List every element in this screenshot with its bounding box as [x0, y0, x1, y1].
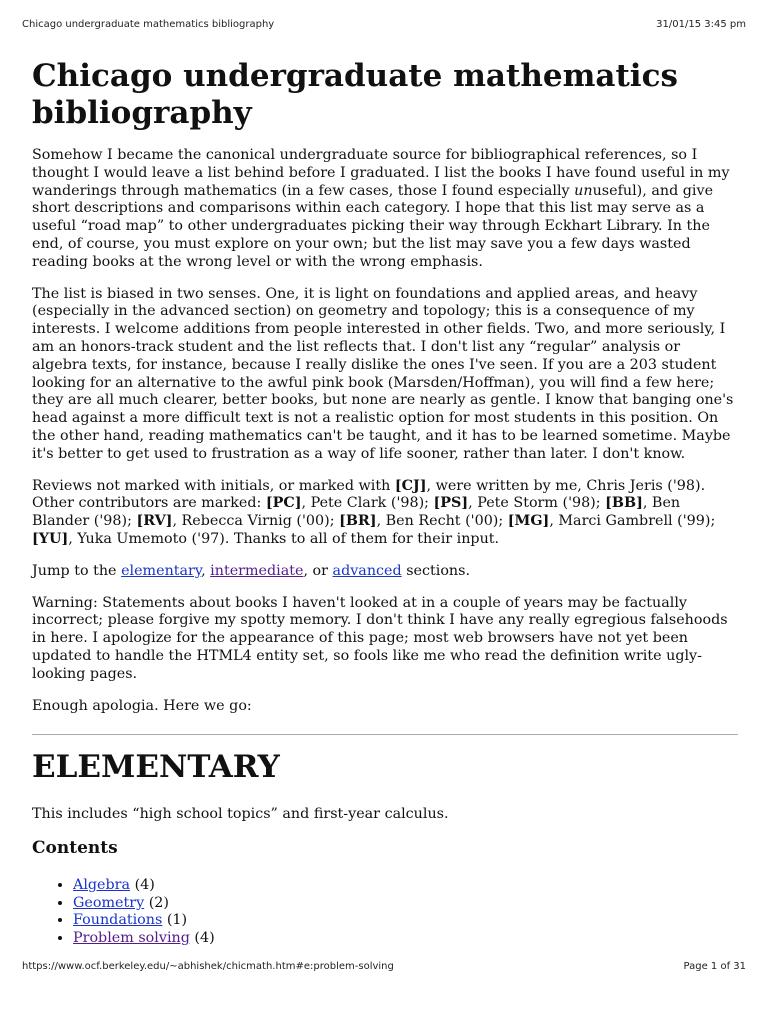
reviews-text: , were written by me, Chris Jeris ('98). Other contributors are marked: — [32, 477, 706, 512]
print-footer-page-number: Page 1 of 31 — [683, 961, 746, 972]
contents-list — [32, 877, 738, 947]
reviews-text: , Yuka Umemoto ('97). Thanks to all of them for their input. — [68, 530, 500, 547]
elementary-link[interactable]: elementary — [121, 562, 202, 579]
intro-p1-emphasis: un — [574, 182, 593, 199]
jump-paragraph — [32, 563, 738, 581]
warning-paragraph: Warning: Statements about books I haven't looked at in a couple of years may be factually incorrect; please forgive my spotty memory. I don't think I have any really egregious falsehoods in here. I apologize for the appearance of this page; most web browsers have not yet been updated to handle the HTML4 entity set, so fools like me who read the definition write ugly-looking pages. — [32, 594, 728, 682]
list-item — [73, 877, 738, 895]
reviews-text: , Marci Gambrell ('99); — [549, 513, 716, 530]
elementary-heading: ELEMENTARY — [32, 749, 280, 786]
intermediate-link[interactable]: intermediate — [210, 562, 304, 579]
advanced-link[interactable]: advanced — [332, 562, 402, 579]
contributor-tag-rv: [RV] — [136, 513, 173, 530]
jump-text: sections. — [401, 562, 471, 579]
print-header — [22, 19, 746, 30]
list-item — [73, 895, 738, 913]
contents-link-geometry[interactable]: Geometry — [73, 894, 145, 911]
item-count: (2) — [144, 894, 169, 911]
list-item — [73, 912, 738, 930]
reviews-paragraph — [32, 478, 738, 549]
reviews-text: Reviews not marked with initials, or marked with — [32, 477, 395, 494]
contents-link-problem-solving[interactable]: Problem solving — [73, 929, 190, 946]
contents-link-foundations[interactable]: Foundations — [73, 912, 163, 929]
page-title: Chicago undergraduate mathematics bibliography — [32, 58, 678, 131]
intro-paragraph-2: The list is biased in two senses. One, it is light on foundations and applied areas, and heavy (especially in the advanced section) on geometry and topology; this is a consequence of my interests. I welcome additions from people interested in other fields. Two, and more seriously, I am an honors-track student and the list reflects that. I don't list any “regular” analysis or algebra texts, for instance, because I really dislike the ones I've seen. If you are a 203 student looking for an alternative to the awful pink book (Marsden/Hoffman), you will find a few here; they are all much clearer, better books, but none are nearly as gentle. I know that banging one's head against a more difficult text is not a realistic option for most students in this position. On the other hand, reading mathematics can't be taught, and it has to be learned sometime. Maybe it's better to get used to frustration as a way of life sooner, rather than later. I don't know. — [32, 285, 734, 462]
intro-paragraph-1 — [32, 147, 738, 272]
contributor-tag-yu: [YU] — [32, 530, 69, 547]
enough-paragraph: Enough apologia. Here we go: — [32, 697, 252, 714]
reviews-text: , Ben Blander ('98); — [32, 495, 681, 530]
intro-p1-end: useful), and give short descriptions and comparisons within each category. I hope that this list may serve as a useful “road map” to other undergraduates picking their way through Eckhart Library. In the end, of course, you must explore on your own; but the list may save you a few days wasted reading books at the wrong level or with the wrong emphasis. — [32, 182, 714, 270]
reviews-text: , Pete Clark ('98); — [301, 495, 434, 512]
item-count: (4) — [189, 929, 215, 946]
list-item — [73, 930, 738, 948]
contributor-tag-mg: [MG] — [507, 513, 550, 530]
item-count: (1) — [162, 912, 188, 929]
contents-heading: Contents — [32, 838, 118, 859]
jump-text: , — [201, 562, 211, 579]
contributor-tag-br: [BR] — [339, 513, 377, 530]
contributor-tag-pc: [PC] — [265, 495, 302, 512]
jump-text: , or — [303, 562, 333, 579]
reviews-text: , Rebecca Virnig ('00); — [172, 513, 340, 530]
print-footer-url: https://www.ocf.berkeley.edu/~abhishek/chicmath.htm#e:problem-solving — [22, 961, 394, 972]
contents-link-algebra[interactable]: Algebra — [73, 877, 131, 894]
contributor-tag-cj: [CJ] — [394, 477, 427, 494]
page-content — [32, 58, 738, 947]
print-footer — [22, 961, 746, 972]
reviews-text: , Ben Recht ('00); — [376, 513, 508, 530]
contributor-tag-ps: [PS] — [433, 495, 469, 512]
print-header-datetime: 31/01/15 3:45 pm — [656, 19, 746, 30]
section-divider — [32, 734, 738, 735]
reviews-text: , Pete Storm ('98); — [468, 495, 606, 512]
intro-p1-start: Somehow I became the canonical undergraduate source for bibliographical references, so I thought I would leave a list behind before I graduated. I list the books I have found useful in my wanderings through mathematics (in a few cases, those I found especially — [32, 147, 730, 199]
contributor-tag-bb: [BB] — [605, 495, 643, 512]
item-count: (4) — [130, 877, 155, 894]
jump-text: Jump to the — [32, 562, 122, 579]
elementary-description: This includes “high school topics” and first-year calculus. — [32, 806, 449, 823]
print-header-title: Chicago undergraduate mathematics bibliography — [22, 19, 275, 30]
